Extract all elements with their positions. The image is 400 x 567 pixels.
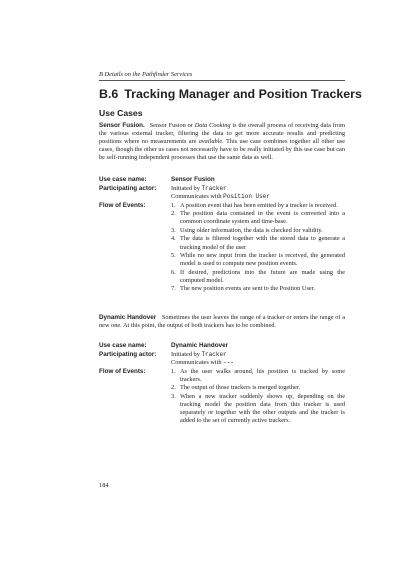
step-number: 4. <box>171 235 176 243</box>
paragraph-text: Sometimes the user leaves the range of a tracker or enters the range of a new one. At this point, the output of both trackers has to be combined. <box>99 314 345 330</box>
step-text: If desired, predictions into the future are made using the computed model. <box>180 268 345 284</box>
use-case-name-row <box>99 176 345 185</box>
step-number: 6. <box>171 268 176 276</box>
step-number: 2. <box>171 384 176 392</box>
dynamic-handover-section <box>99 314 345 330</box>
step-text: While no new input from the tracker is received, the generated model is used to compute new position events. <box>180 252 345 268</box>
section-title <box>99 87 362 102</box>
header-rule <box>99 80 345 81</box>
step-number: 2. <box>171 210 176 218</box>
sensor-fusion-lead: Sensor Fusion. <box>99 122 145 129</box>
participating-actor-label: Participating actor: <box>99 184 157 192</box>
use-case-name: Sensor Fusion <box>171 176 215 183</box>
step-number: 7. <box>171 285 176 293</box>
communicates-code: --- <box>223 358 234 366</box>
step-text: As the user walks around, his position is tracked by some trackers. <box>180 367 345 383</box>
participating-actor-value <box>171 351 345 368</box>
flow-of-events-row <box>99 368 345 427</box>
step-text: Using older information, the data is checked for validity. <box>180 226 323 234</box>
list-item <box>171 202 345 210</box>
actor-code: Tracker <box>201 184 227 192</box>
list-item <box>171 368 345 384</box>
flow-of-events-row <box>99 202 345 295</box>
use-case-dynamic-handover <box>99 342 345 427</box>
list-item <box>171 285 345 293</box>
step-text: The data is filtered together with the stored data to generate a tracking model of the user <box>180 235 345 251</box>
flow-of-events-label: Flow of Events: <box>99 201 146 209</box>
step-number: 1. <box>171 201 176 209</box>
list-item <box>171 227 345 235</box>
communicates-prefix: Communicates with <box>171 358 224 366</box>
step-text: The position data contained in the event is converted into a common coordinate system and time-base. <box>180 210 345 226</box>
participating-actor-value <box>171 185 345 202</box>
section-number: B.6 <box>99 87 119 101</box>
step-text: The new position events are sent to the Position User. <box>180 285 316 293</box>
emphasis-text: Data Cooking <box>194 122 231 129</box>
communicates-code: Position User <box>223 192 270 200</box>
list-item <box>171 384 345 392</box>
participating-actor-row <box>99 185 345 202</box>
paragraph-text: . This use case combines together all other use cases, though the other us cases not necessarily have to be really initiated by this use case but can be self-running independent processes that use the same data as well. <box>99 138 346 162</box>
list-item <box>171 252 345 268</box>
dynamic-handover-paragraph <box>99 314 345 330</box>
use-case-name-label: Use case name: <box>99 176 147 183</box>
step-number: 5. <box>171 252 176 259</box>
page-number: 184 <box>99 482 109 489</box>
use-case-name-label: Use case name: <box>99 342 147 349</box>
section-title-text: Tracking Manager and Position Trackers <box>124 87 362 101</box>
use-case-table <box>99 176 345 294</box>
paragraph-text: is the overall process of receiving data from the various external tracker, filtering the data to get more accurate results and predicting positions where no measurements are <box>99 122 345 146</box>
subsection-title: Use Cases <box>99 108 143 118</box>
step-number: 3. <box>171 392 176 400</box>
actor-code: Tracker <box>201 350 227 358</box>
emphasis-text: available <box>198 138 223 146</box>
communicates-prefix: Communicates with <box>171 192 224 200</box>
list-item <box>171 269 345 285</box>
running-head: B Details on the Pathfinder Services <box>99 71 193 78</box>
list-item <box>171 393 345 425</box>
use-case-name: Dynamic Handover <box>171 342 229 349</box>
step-text: A position event that has been emitted by a tracker is received. <box>180 201 338 209</box>
flow-of-events-label: Flow of Events: <box>99 367 146 375</box>
use-case-sensor-fusion <box>99 176 345 294</box>
flow-of-events-list <box>171 368 345 425</box>
actor-prefix: Initiated by <box>171 350 202 358</box>
step-text: When a new tracker suddenly shows up, depending on the tracking model the position data from this tracker is used separately or together with the other outputs and the tracker is added to the set of currently active trackers. <box>180 392 345 425</box>
step-text: The output of those trackers is merged together. <box>180 384 301 392</box>
list-item <box>171 235 345 251</box>
participating-actor-row <box>99 351 345 368</box>
sensor-fusion-paragraph <box>99 122 345 162</box>
list-item <box>171 210 345 226</box>
step-number: 1. <box>171 367 176 375</box>
participating-actor-label: Participating actor: <box>99 350 157 358</box>
step-number: 3. <box>171 226 176 234</box>
sensor-fusion-section <box>99 122 345 162</box>
actor-prefix: Initiated by <box>171 184 202 192</box>
dynamic-handover-lead: Dynamic Handover <box>99 314 157 321</box>
paragraph-text: Sensor Fusion or <box>149 122 195 129</box>
flow-of-events-list <box>171 202 345 293</box>
use-case-name-row <box>99 342 345 351</box>
use-case-table <box>99 342 345 427</box>
